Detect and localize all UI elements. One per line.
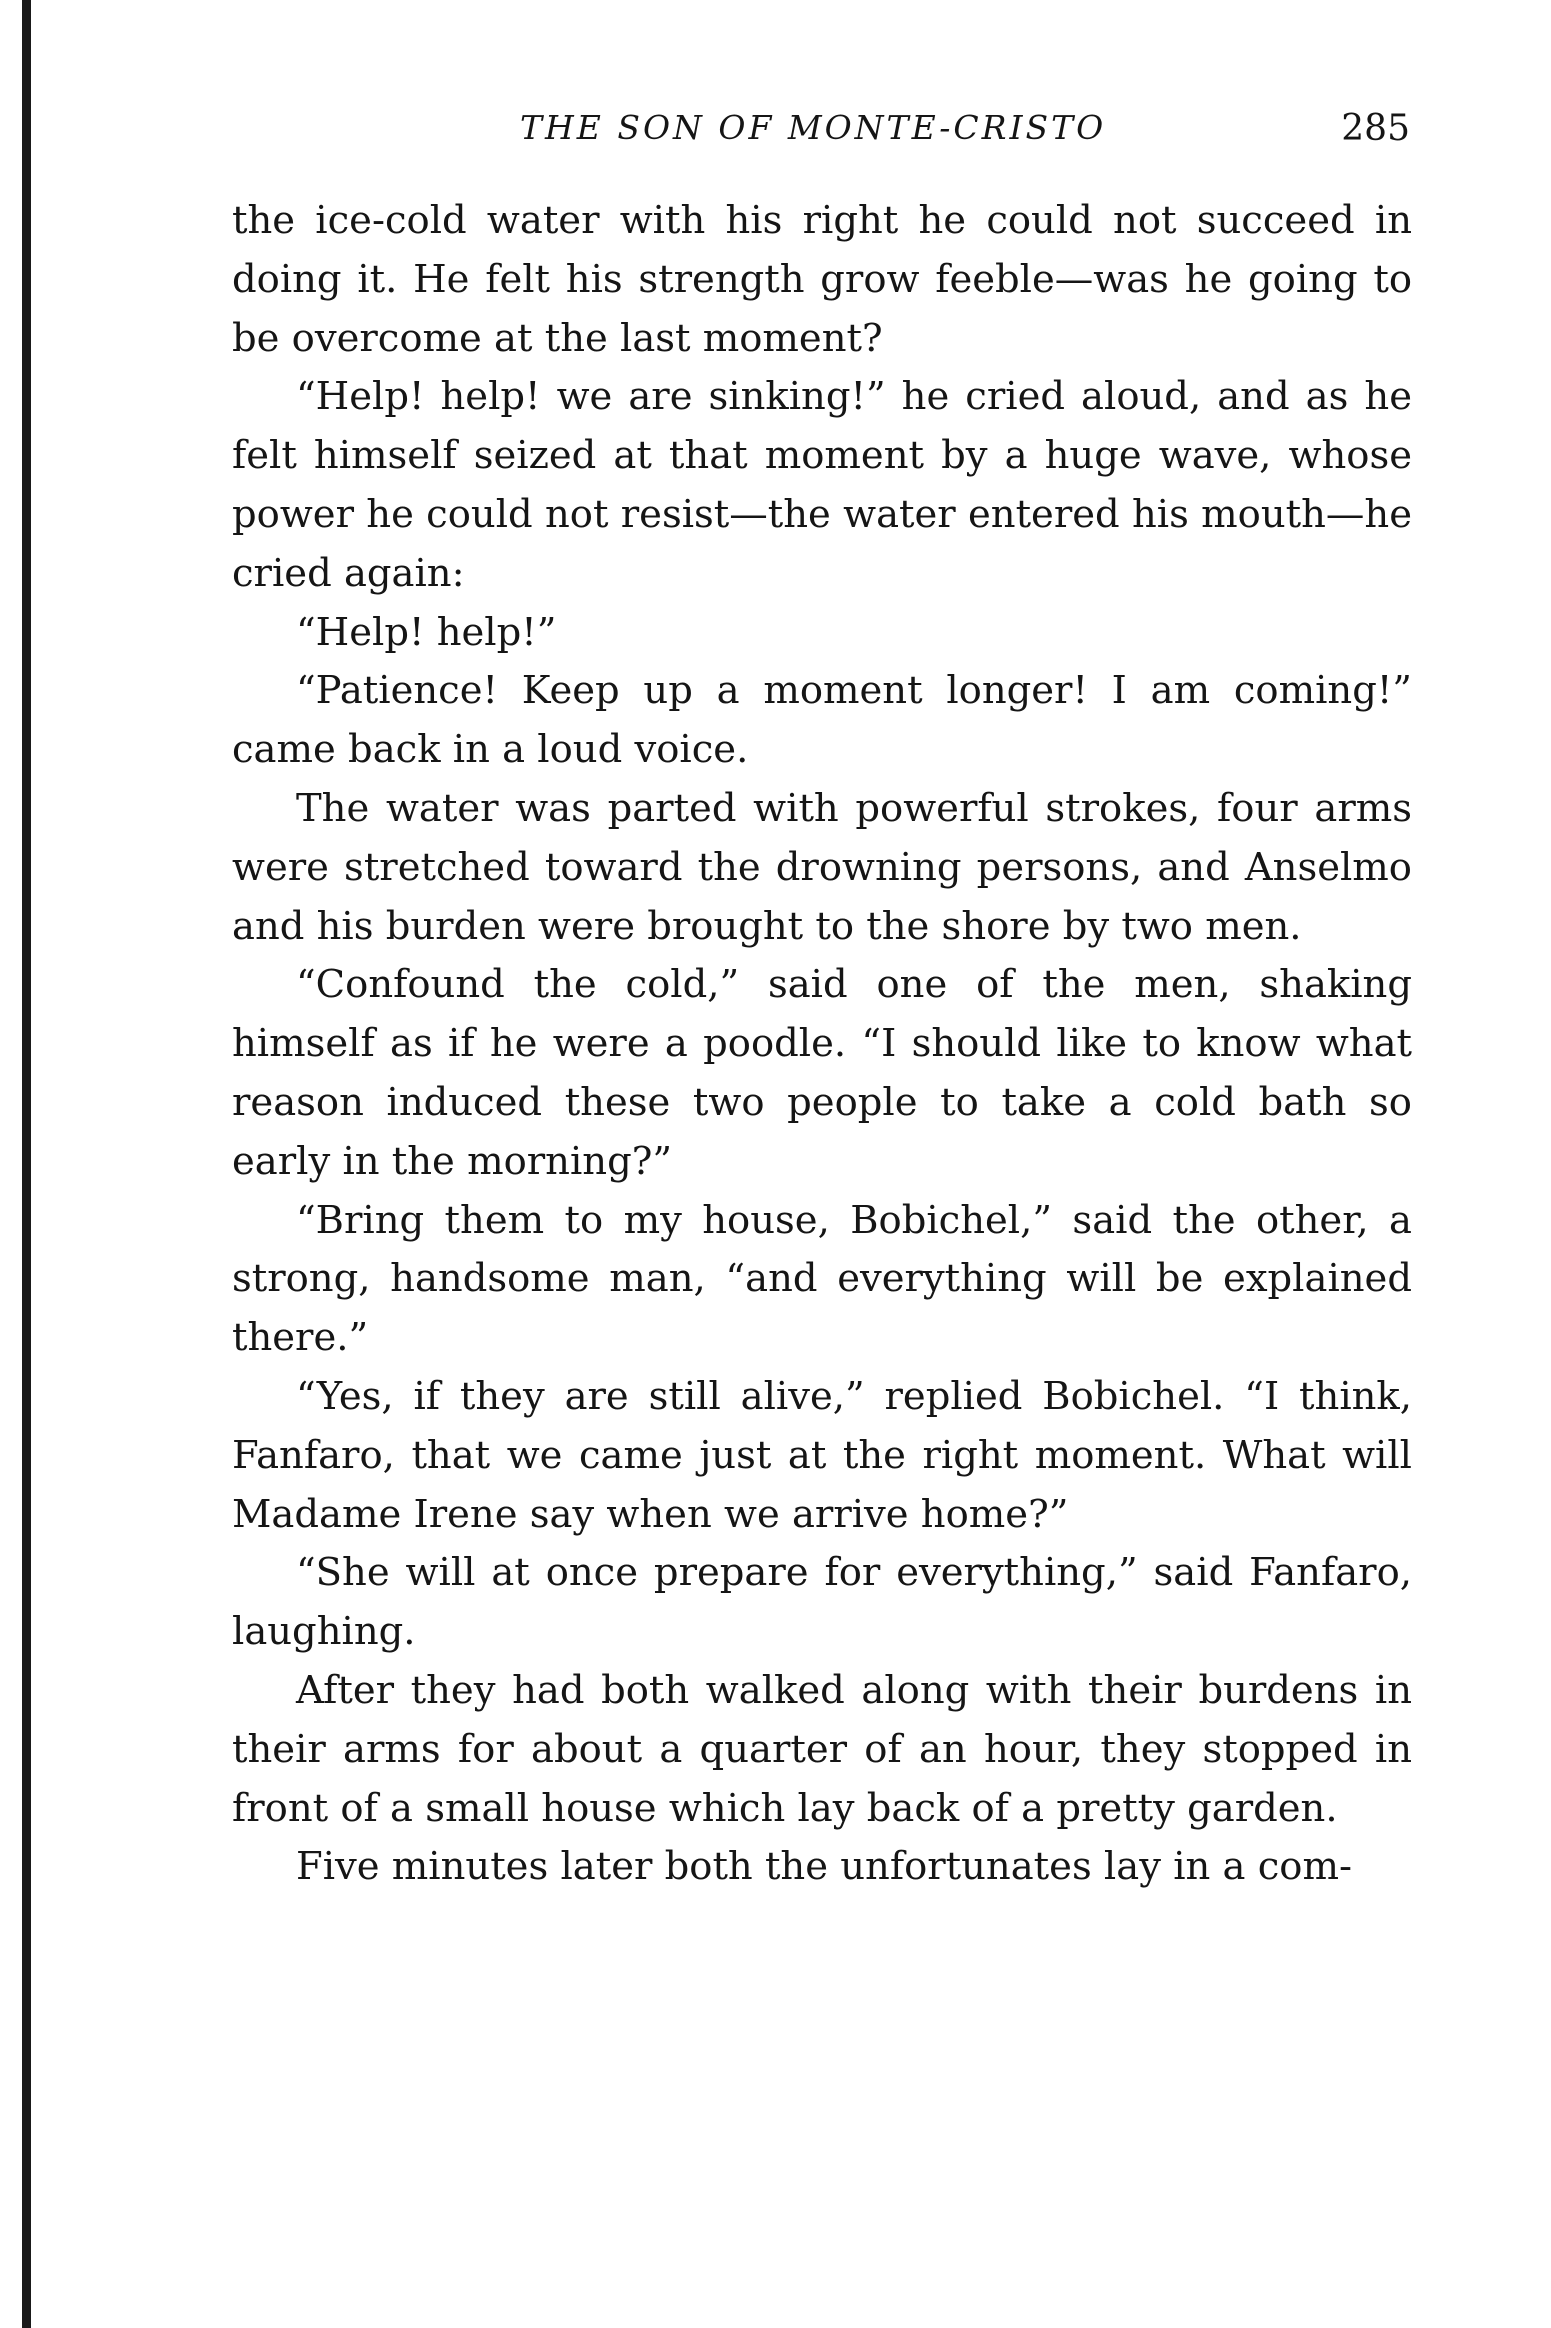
running-title: THE SON OF MONTE-CRISTO [520, 108, 1107, 147]
body-text [232, 192, 1412, 1897]
paragraph: “Confound the cold,” said one of the men, shaking himself as if he were a poodle. “I should like to know what reason induced these two people to take a cold bath so early in the morning?” [232, 962, 1412, 1184]
paragraph: “Patience! Keep up a moment longer! I am coming!” came back in a loud voice. [232, 668, 1412, 773]
paragraph: “Help! help!” [296, 609, 557, 655]
running-head [230, 108, 1410, 158]
paragraph: “Bring them to my house, Bobichel,” said the other, a strong, handsome man, “and everything will be explained there.” [232, 1197, 1412, 1361]
paragraph: The water was parted with powerful strokes, four arms were stretched toward the drowning persons, and Anselmo and his burden were brought to the shore by two men. [232, 785, 1412, 949]
paragraph-continued: the ice-cold water with his right he could not succeed in doing it. He felt his strength grow feeble—was he going to be overcome at the last moment? [232, 198, 1412, 361]
paragraph: “Help! help! we are sinking!” he cried aloud, and as he felt himself seized at that moment by a huge wave, whose power he could not resist—the water entered his mouth—he cried again: [232, 374, 1412, 596]
paragraph: “She will at once prepare for everything,” said Fanfaro, laughing. [232, 1550, 1412, 1655]
paragraph: After they had both walked along with their burdens in their arms for about a quarter of an hour, they stopped in front of a small house which lay back of a pretty garden. [232, 1667, 1412, 1831]
paragraph: “Yes, if they are still alive,” replied Bobichel. “I think, Fanfaro, that we came just at the right moment. What will Madame Irene say when we arrive home?” [232, 1373, 1412, 1537]
paragraph: Five minutes later both the unfortunates lay in a com- [296, 1844, 1352, 1890]
page-number: 285 [1341, 108, 1410, 149]
